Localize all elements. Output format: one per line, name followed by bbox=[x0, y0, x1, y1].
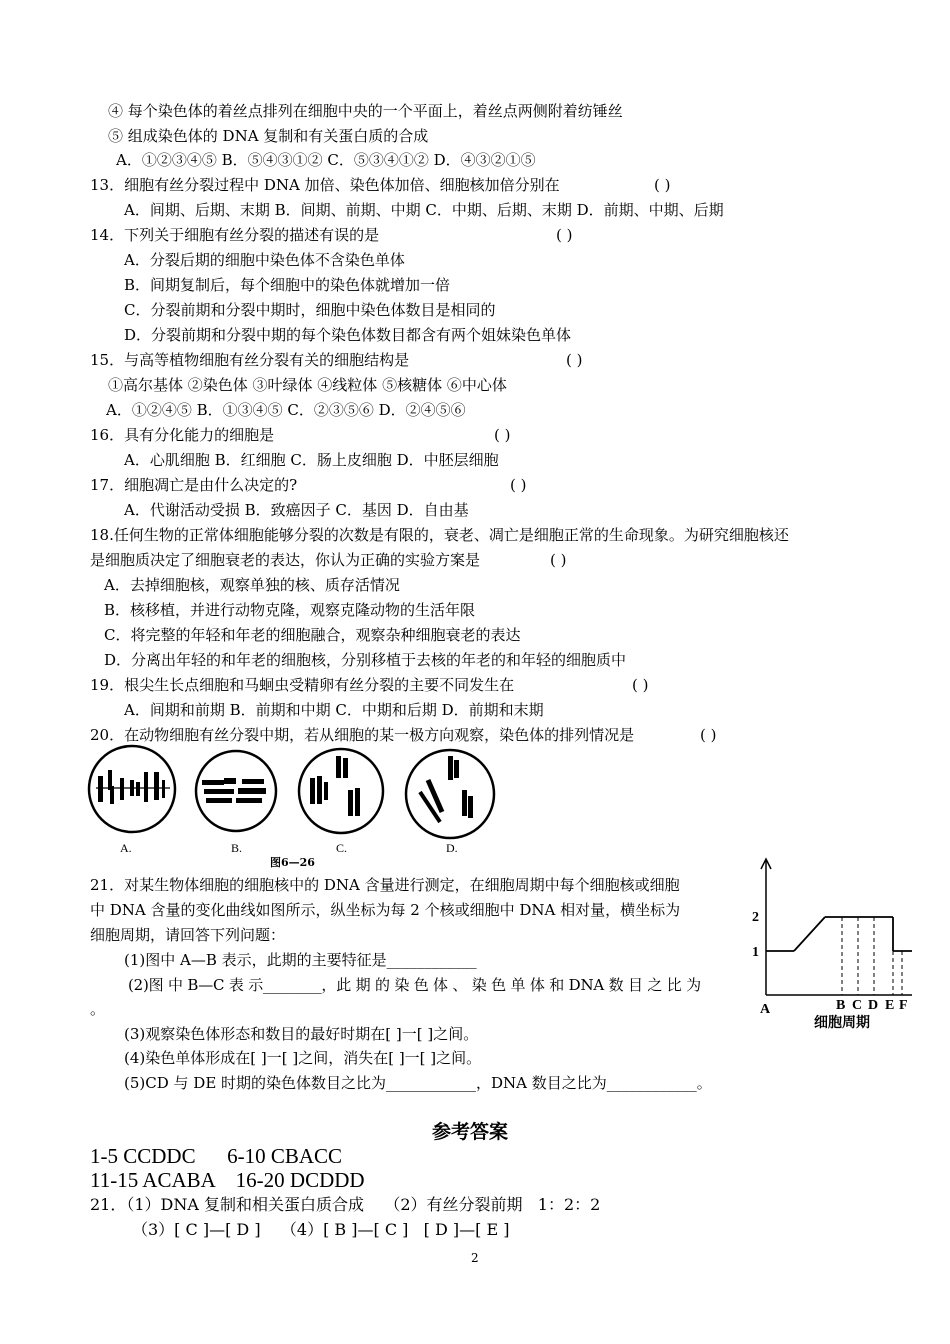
q16-stem: 16．具有分化能力的细胞是 bbox=[90, 426, 275, 444]
q19-options: A．间期和前期 B．前期和中期 C．中期和后期 D．前期和末期 bbox=[124, 701, 544, 719]
q13-options: A．间期、后期、末期 B．间期、前期、中期 C．中期、后期、末期 D．前期、中期、后期 bbox=[124, 201, 724, 219]
q21-sub2: (2)图 中 B—C 表 示________，此 期 的 染 色 体 、 染 色 单 体 和 DNA 数 目 之 比 为 bbox=[128, 976, 701, 994]
q18-option-a: A．去掉细胞核，观察单独的核、质存活情况 bbox=[104, 576, 400, 594]
q14-answer-paren: ( ) bbox=[556, 226, 573, 244]
q21-sub3: (3)观察染色体形态和数目的最好时期在[ ]一[ ]之间。 bbox=[124, 1025, 479, 1043]
q18-option-b: B．核移植，并进行动物克隆，观察克隆动物的生活年限 bbox=[104, 601, 476, 619]
q18-stem-line2: 是细胞质决定了细胞衰老的表达，你认为正确的实验方案是 bbox=[90, 551, 481, 569]
answers-line-4: （3）[ C ]—[ D ] （4）[ B ]—[ C ] [ D ]—[ E ] bbox=[132, 1220, 510, 1239]
q21-sub5: (5)CD 与 DE 时期的染色体数目之比为____________，DNA 数目之比为____________。 bbox=[124, 1074, 712, 1092]
y-tick-2: 2 bbox=[752, 910, 759, 925]
q18-option-d: D．分离出年轻的和年老的细胞核，分别移植于去核的年老的和年轻的细胞质中 bbox=[104, 651, 627, 669]
q13-stem: 13．细胞有丝分裂过程中 DNA 加倍、染色体加倍、细胞核加倍分别在 bbox=[90, 176, 560, 194]
q21-sub4: (4)染色单体形成在[ ]一[ ]之间，消失在[ ]一[ ]之间。 bbox=[124, 1049, 482, 1067]
q14-stem: 14．下列关于细胞有丝分裂的描述有误的是 bbox=[90, 226, 380, 244]
q17-stem: 17．细胞凋亡是由什么决定的? bbox=[90, 476, 298, 494]
q18-answer-paren: ( ) bbox=[550, 551, 567, 569]
q17-answer-paren: ( ) bbox=[510, 476, 527, 494]
q21-stem-line3: 细胞周期，请回答下列问题： bbox=[90, 926, 286, 944]
answers-line-3: 21．（1）DNA 复制和相关蛋白质合成 （2）有丝分裂前期 1：2：2 bbox=[90, 1195, 601, 1214]
x-label-d: D bbox=[868, 998, 879, 1013]
page-number: 2 bbox=[471, 1251, 479, 1265]
q15-stem: 15．与高等植物细胞有丝分裂有关的细胞结构是 bbox=[90, 351, 410, 369]
x-axis-title: 细胞周期 bbox=[814, 1015, 870, 1030]
q12-options: A．①②③④⑤ B．⑤④③①② C．⑤③④①② D．④③②①⑤ bbox=[116, 151, 536, 169]
q15-options: A．①②④⑤ B．①③④⑤ C．②③⑤⑥ D．②④⑤⑥ bbox=[106, 401, 466, 419]
q19-stem: 19．根尖生长点细胞和马蛔虫受精卵有丝分裂的主要不同发生在 bbox=[90, 676, 515, 694]
cell-c bbox=[299, 749, 383, 833]
q14-option-d: D．分裂前期和分裂中期的每个染色体数目都含有两个姐妹染色单体 bbox=[124, 326, 572, 344]
q13-answer-paren: ( ) bbox=[654, 176, 671, 194]
q20-stem: 20．在动物细胞有丝分裂中期，若从细胞的某一极方向观察，染色体的排列情况是 bbox=[90, 726, 635, 744]
q14-option-b: B．间期复制后，每个细胞中的染色体就增加一倍 bbox=[124, 276, 451, 294]
q14-option-c: C．分裂前期和分裂中期时，细胞中染色体数目是相同的 bbox=[124, 301, 496, 319]
y-tick-1: 1 bbox=[752, 945, 759, 960]
cell-a bbox=[89, 746, 175, 832]
q21-sub1: (1)图中 A—B 表示，此期的主要特征是____________ bbox=[124, 951, 477, 969]
answers-line-2: 11-15 ACABA 16-20 DCDDD bbox=[90, 1168, 365, 1192]
q15-answer-paren: ( ) bbox=[566, 351, 583, 369]
q17-options: A．代谢活动受损 B．致癌因子 C．基因 D．自由基 bbox=[124, 501, 469, 519]
cell-b-label: B. bbox=[231, 841, 243, 855]
q18-option-c: C．将完整的年轻和年老的细胞融合，观察杂种细胞衰老的表达 bbox=[104, 626, 521, 644]
cell-d-label: D. bbox=[446, 841, 458, 855]
x-label-b: B bbox=[836, 998, 846, 1013]
cell-b bbox=[196, 751, 276, 831]
q19-answer-paren: ( ) bbox=[632, 676, 649, 694]
q20-answer-paren: ( ) bbox=[700, 726, 717, 744]
figure-caption: 图6—26 bbox=[270, 856, 315, 869]
q20-cell-figures bbox=[84, 742, 504, 858]
cell-a-label: A. bbox=[120, 841, 132, 855]
cell-d bbox=[406, 750, 494, 838]
q12-item-5: ⑤ 组成染色体的 DNA 复制和有关蛋白质的合成 bbox=[108, 127, 429, 145]
x-label-f: F bbox=[899, 998, 908, 1013]
dna-content-graph bbox=[752, 855, 922, 1030]
answers-line-1: 1-5 CCDDC 6-10 CBACC bbox=[90, 1144, 343, 1168]
q16-answer-paren: ( ) bbox=[494, 426, 511, 444]
q16-options: A．心肌细胞 B．红细胞 C．肠上皮细胞 D．中胚层细胞 bbox=[124, 451, 499, 469]
q21-sub2-end: 。 bbox=[90, 1000, 106, 1018]
q21-stem-line2: 中 DNA 含量的变化曲线如图所示，纵坐标为每 2 个核或细胞中 DNA 相对量，横坐标为 bbox=[90, 901, 681, 919]
origin-label: A bbox=[760, 1002, 771, 1017]
q14-option-a: A．分裂后期的细胞中染色体不含染色单体 bbox=[124, 251, 405, 269]
cell-c-label: C. bbox=[336, 841, 348, 855]
q15-items: ①高尔基体 ②染色体 ③叶绿体 ④线粒体 ⑤核糖体 ⑥中心体 bbox=[108, 376, 507, 394]
q21-stem-line1: 21．对某生物体细胞的细胞核中的 DNA 含量进行测定，在细胞周期中每个细胞核或细胞 bbox=[90, 876, 680, 894]
q18-stem-line1: 18.任何生物的正常体细胞能够分裂的次数是有限的，衰老、凋亡是细胞正常的生命现象。为研究细胞核还 bbox=[90, 526, 789, 544]
answers-title: 参考答案 bbox=[432, 1121, 509, 1143]
x-label-c: C bbox=[852, 998, 863, 1013]
x-label-e: E bbox=[885, 998, 895, 1013]
q12-item-4: ④ 每个染色体的着丝点排列在细胞中央的一个平面上，着丝点两侧附着纺锤丝 bbox=[108, 102, 623, 120]
